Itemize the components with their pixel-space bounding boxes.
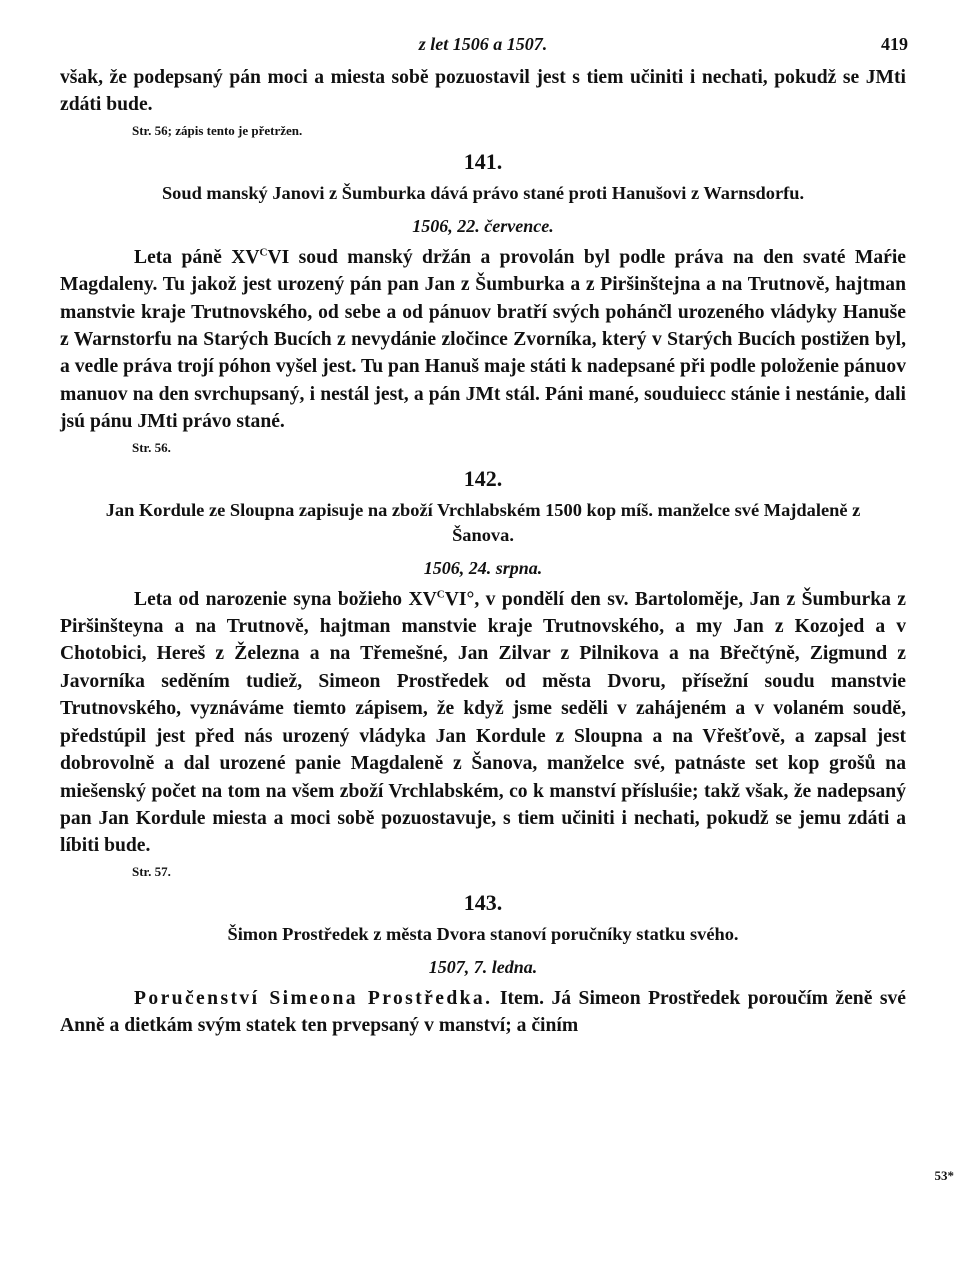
entry-source-note: Str. 56. xyxy=(132,439,171,455)
entry-142 xyxy=(60,466,906,882)
entry-date: 1506, 22. července. xyxy=(412,215,554,236)
entry-body-start: Leta páně XV xyxy=(134,246,260,268)
entry-body-spaced-title: Poručenství Simeona Prostředka. xyxy=(134,987,493,1009)
entry-143 xyxy=(60,890,906,1040)
entry-141 xyxy=(60,149,906,458)
intro-paragraph: však, že podepsaný pán moci a miesta sobě pozuostavil jest s tiem učiniti i nechati, pokudž se JMti zdáti bude. xyxy=(60,67,906,116)
entry-number: 142. xyxy=(463,465,503,491)
entry-body xyxy=(60,244,906,436)
document-page xyxy=(60,28,906,1040)
page-header xyxy=(60,28,906,64)
entry-body xyxy=(60,985,906,1040)
entry-body-rest: Item. Já Simeon Prostředek poroučím ženě své Anně a dietkám svým statek ten prvepsaný v manství; a činím xyxy=(60,987,906,1037)
entry-body-rest: VI°, v pondělí den sv. Bartoloměje, Jan z Šumburka z Piršinšteyna a na Trutnově, hajtman manstvie kraje Trutnovského, a my Jan z Kozojed a v Chotobici, Hereš z Železna a na Třemešné, Jan Zilvar z Pilnikova a na Břečtýně, Zigmund z Javorníka seděním tudiež, Simeon Prostředek od města Dvoru, přísežní soudu manstvie Trutnovského, vyznáváme tiemto zápisem, že když jsme seděli v zahájeném a v volaném soudě, předstúpil jest před nás urozený vládyka Jan Kordule z Sloupna a na Vřešťově, a zapsal jest dobrovolně a dal urozené panie Magdaleně z Šanova, manželce své, patnáste set kop grošů na miešenský počet na tom na všem zboží Vrchlabském, co k manství přísluśie; takž však, že nadepsaný pan Jan Kordule miesta a moci sobě pozuostavuje, s tiem učiniti i nechati, pokudž se jemu zdáti a líbiti bude. xyxy=(60,588,906,857)
entry-summary: Soud manský Janovi z Šumburka dává právo stané proti Hanušovi z Warnsdorfu. xyxy=(161,182,805,203)
intro-source-note: Str. 56; zápis tento je přetržen. xyxy=(132,122,303,138)
entry-body-rest: VI soud manský držán a provolán byl podle práva na den svaté Maŕie Magdaleny. Tu jakož jest urozený pán pan Jan z Šumburka a z Piršinštejna a na Trutnově, hajtman manstvie kraje Trutnovského, od sebe a od pánuov bratří svých pohánčl urozeného vládyky Hanuše z Warnstorfu na Starých Bucích z nevydánie zločince Zvorníka, který v Starých Bucích postižen byl, a vedle práva trojí póhon vyšel jest. Tu pan Hanuš maje státi k nadepsané při podle položenie pánuov manuov na den svrchupsaný, i nestál jest, a pán JMt stál. Páni mané, souduiecc stánie i nestánie, dali jsú pánu JMti právo stané. xyxy=(60,246,906,433)
entry-summary: Šimon Prostředek z města Dvora stanoví poručníky statku svého. xyxy=(227,923,739,944)
running-head: z let 1506 a 1507. xyxy=(418,34,548,54)
entry-body-superscript: C xyxy=(259,246,268,259)
entry-number: 143. xyxy=(463,889,503,915)
entry-number: 141. xyxy=(463,148,503,174)
entry-summary: Jan Kordule ze Sloupna zapisuje na zboží Vrchlabském 1500 kop míš. manželce své Majdaleně z Šanova. xyxy=(105,499,861,545)
entry-body xyxy=(60,586,906,860)
page-number: 419 xyxy=(881,34,908,54)
signature-mark: 53* xyxy=(934,1168,954,1183)
entry-date: 1506, 24. srpna. xyxy=(423,557,543,578)
entry-body-start: Leta od narozenie syna božieho XV xyxy=(134,588,437,610)
entry-date: 1507, 7. ledna. xyxy=(428,956,538,977)
entry-body-superscript: C xyxy=(436,588,445,601)
entry-source-note: Str. 57. xyxy=(132,863,171,879)
